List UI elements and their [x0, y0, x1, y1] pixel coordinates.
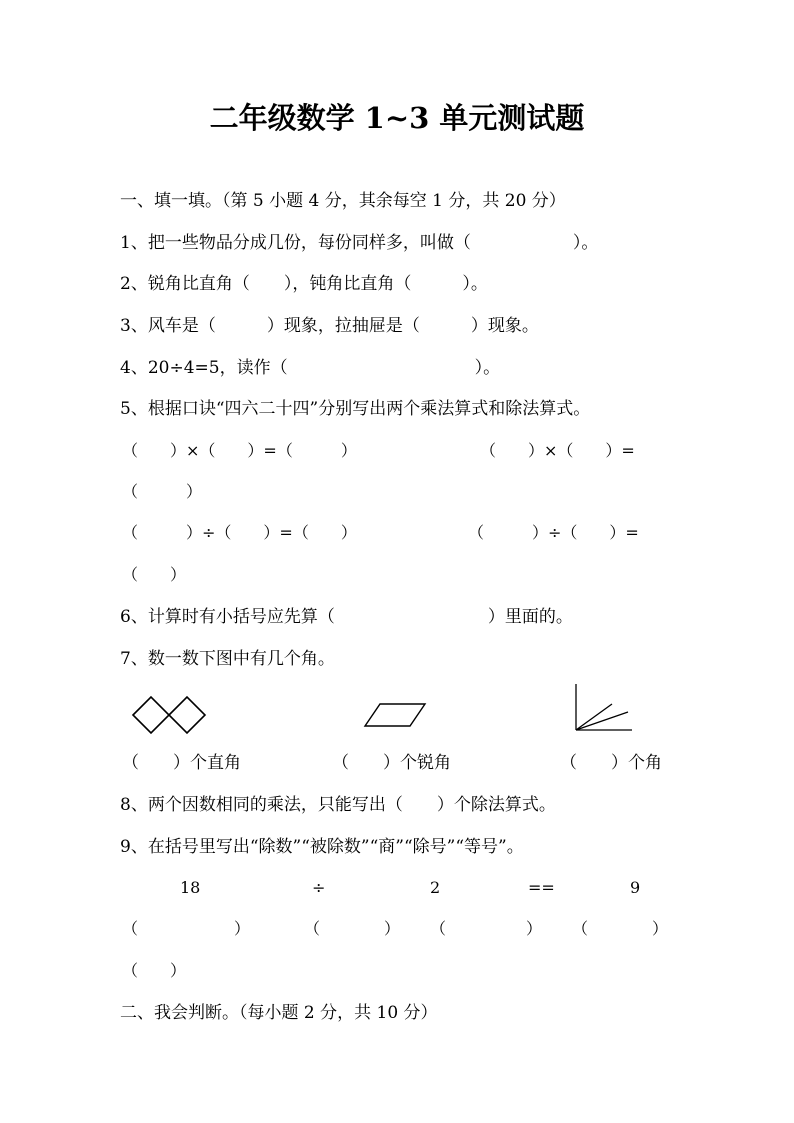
q9-term-equals: ==	[528, 878, 555, 897]
q9-term-dividend: 18	[180, 878, 201, 897]
q9-term-quotient: 9	[630, 878, 641, 897]
q7-answer-angles: （ ）个角	[560, 753, 662, 773]
page-title: 二年级数学 1~3 单元测试题	[209, 101, 585, 135]
question-1: 1、把一些物品分成几份，每份同样多，叫做（ ）。	[120, 233, 599, 253]
q9-blank-1: （ ）	[122, 919, 251, 938]
question-6: 6、计算时有小括号应先算（ ）里面的。	[120, 607, 573, 627]
q9-blank-2: （ ）	[304, 919, 401, 938]
q9-blank-3: （ ）	[430, 919, 543, 938]
q7-answer-acute-angles: （ ）个锐角	[332, 753, 451, 773]
q7-answer-right-angles: （ ）个直角	[122, 753, 241, 773]
question-2: 2、锐角比直角（ ），钝角比直角（ ）。	[120, 274, 488, 294]
q9-blank-5: （ ）	[122, 961, 187, 980]
question-5: 5、根据口诀“四六二十四”分别写出两个乘法算式和除法算式。	[120, 399, 591, 419]
question-3: 3、风车是（ ）现象，拉抽屉是（ ）现象。	[120, 316, 539, 336]
section1-heading: 一、填一填。（第 5 小题 4 分，其余每空 1 分，共 20 分）	[120, 191, 566, 211]
q9-blank-4: （ ）	[572, 919, 669, 938]
question-4: 4、20÷4=5，读作（ ）。	[120, 358, 501, 378]
q5-row1-continuation: （ ）	[122, 482, 203, 501]
q5-row1-right: （ ）×（ ）=	[480, 441, 635, 460]
q5-row1-left: （ ）×（ ）=（ ）	[122, 441, 357, 460]
q5-row2-continuation: （ ）	[122, 565, 187, 584]
q9-term-division-sign: ÷	[312, 878, 326, 897]
question-9: 9、在括号里写出“除数”“被除数”“商”“除号”“等号”。	[120, 837, 524, 857]
question-8: 8、两个因数相同的乘法，只能写出（ ）个除法算式。	[120, 795, 556, 815]
parallelogram-figure	[362, 700, 428, 730]
section2-heading: 二、我会判断。（每小题 2 分，共 10 分）	[120, 1003, 438, 1023]
q5-row2-left: （ ）÷（ ）=（ ）	[122, 523, 357, 542]
two-diamonds-figure	[130, 694, 210, 736]
q5-row2-right: （ ）÷（ ）=	[468, 523, 639, 542]
q9-term-divisor: 2	[430, 878, 441, 897]
question-7: 7、数一数下图中有几个角。	[120, 649, 335, 669]
angle-rays-figure	[570, 682, 636, 734]
